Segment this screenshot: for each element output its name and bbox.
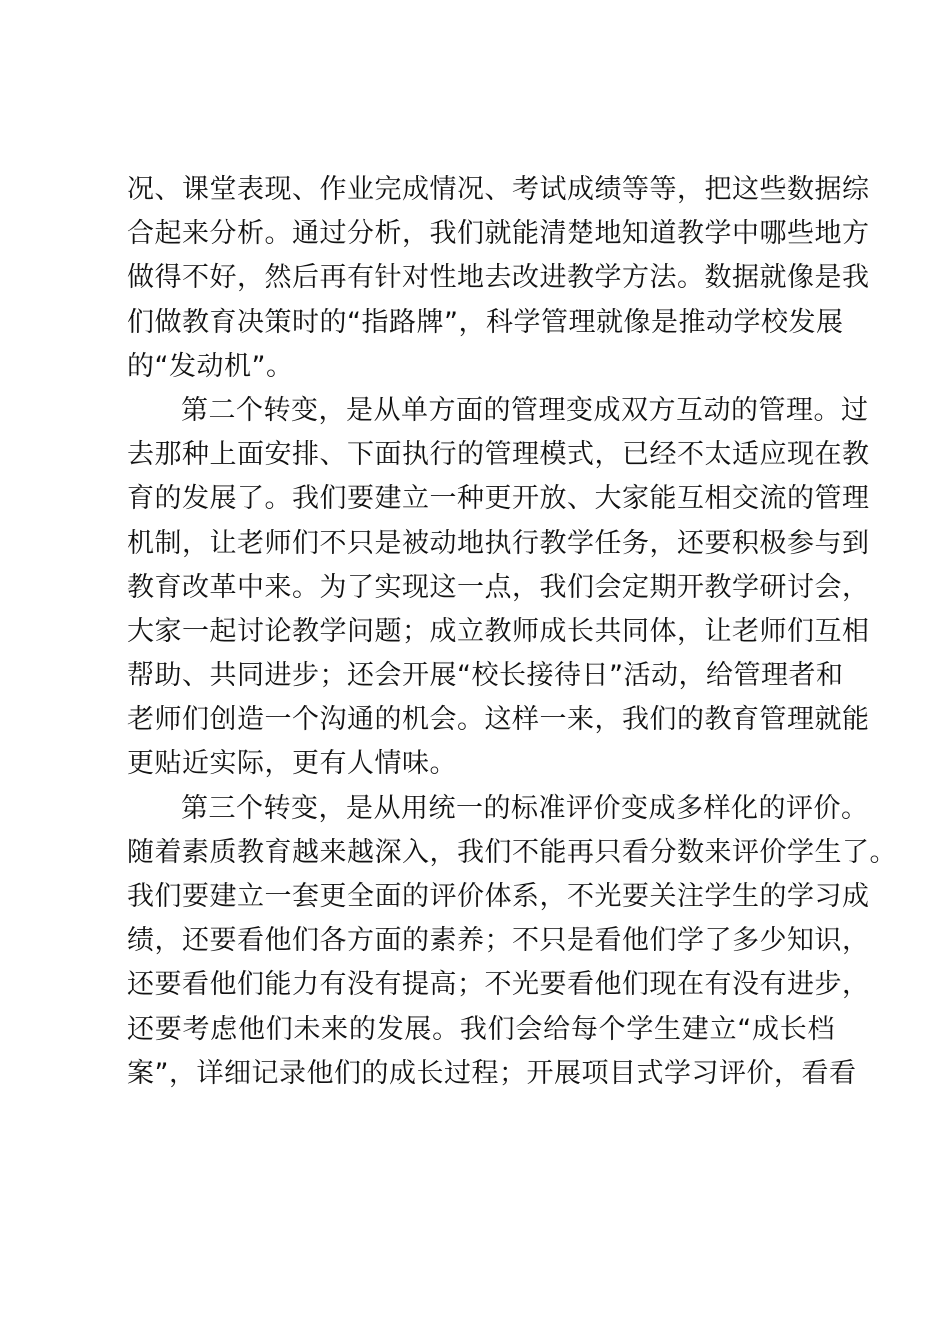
text-line: 更贴近实际，更有人情味。 [127, 748, 457, 780]
text-line: 教育改革中来。为了实现这一点，我们会定期开教学研讨会， [127, 571, 870, 603]
text-line: 老师们创造一个沟通的机会。这样一来，我们的教育管理就能 [127, 704, 870, 736]
text-line: 的“发动机”。 [127, 350, 294, 382]
text-line: 还要考虑他们未来的发展。我们会给每个学生建立“成长档 [127, 1013, 835, 1045]
paragraph-start-line: 第二个转变，是从单方面的管理变成双方互动的管理。过 [181, 394, 869, 426]
text-line: 做得不好，然后再有针对性地去改进教学方法。数据就像是我 [127, 262, 870, 294]
body-text [127, 168, 897, 1096]
text-line: 帮助、共同进步；还会开展“校长接待日”活动，给管理者和 [127, 660, 844, 692]
text-line: 还要看他们能力有没有提高；不光要看他们现在有没有进步， [127, 969, 870, 1001]
text-line: 案”，详细记录他们的成长过程；开展项目式学习评价，看看 [127, 1057, 857, 1089]
text-line: 育的发展了。我们要建立一种更开放、大家能互相交流的管理 [127, 483, 870, 515]
text-line: 随着素质教育越来越深入，我们不能再只看分数来评价学生了。 [127, 836, 897, 868]
text-line: 合起来分析。通过分析，我们就能清楚地知道教学中哪些地方 [127, 218, 870, 250]
text-line: 况、课堂表现、作业完成情况、考试成绩等等，把这些数据综 [127, 174, 870, 205]
text-line: 我们要建立一套更全面的评价体系，不光要关注学生的学习成 [127, 881, 870, 912]
text-line: 们做教育决策时的“指路牌”，科学管理就像是推动学校发展 [127, 306, 844, 338]
text-line: 机制，让老师们不只是被动地执行教学任务，还要积极参与到 [127, 527, 870, 559]
text-line: 大家一起讨论教学问题；成立教师成长共同体，让老师们互相 [127, 615, 870, 647]
paragraph-start-line: 第三个转变，是从用统一的标准评价变成多样化的评价。 [181, 792, 869, 824]
text-line: 去那种上面安排、下面执行的管理模式，已经不太适应现在教 [127, 439, 870, 471]
text-line: 绩，还要看他们各方面的素养；不只是看他们学了多少知识， [127, 925, 870, 957]
